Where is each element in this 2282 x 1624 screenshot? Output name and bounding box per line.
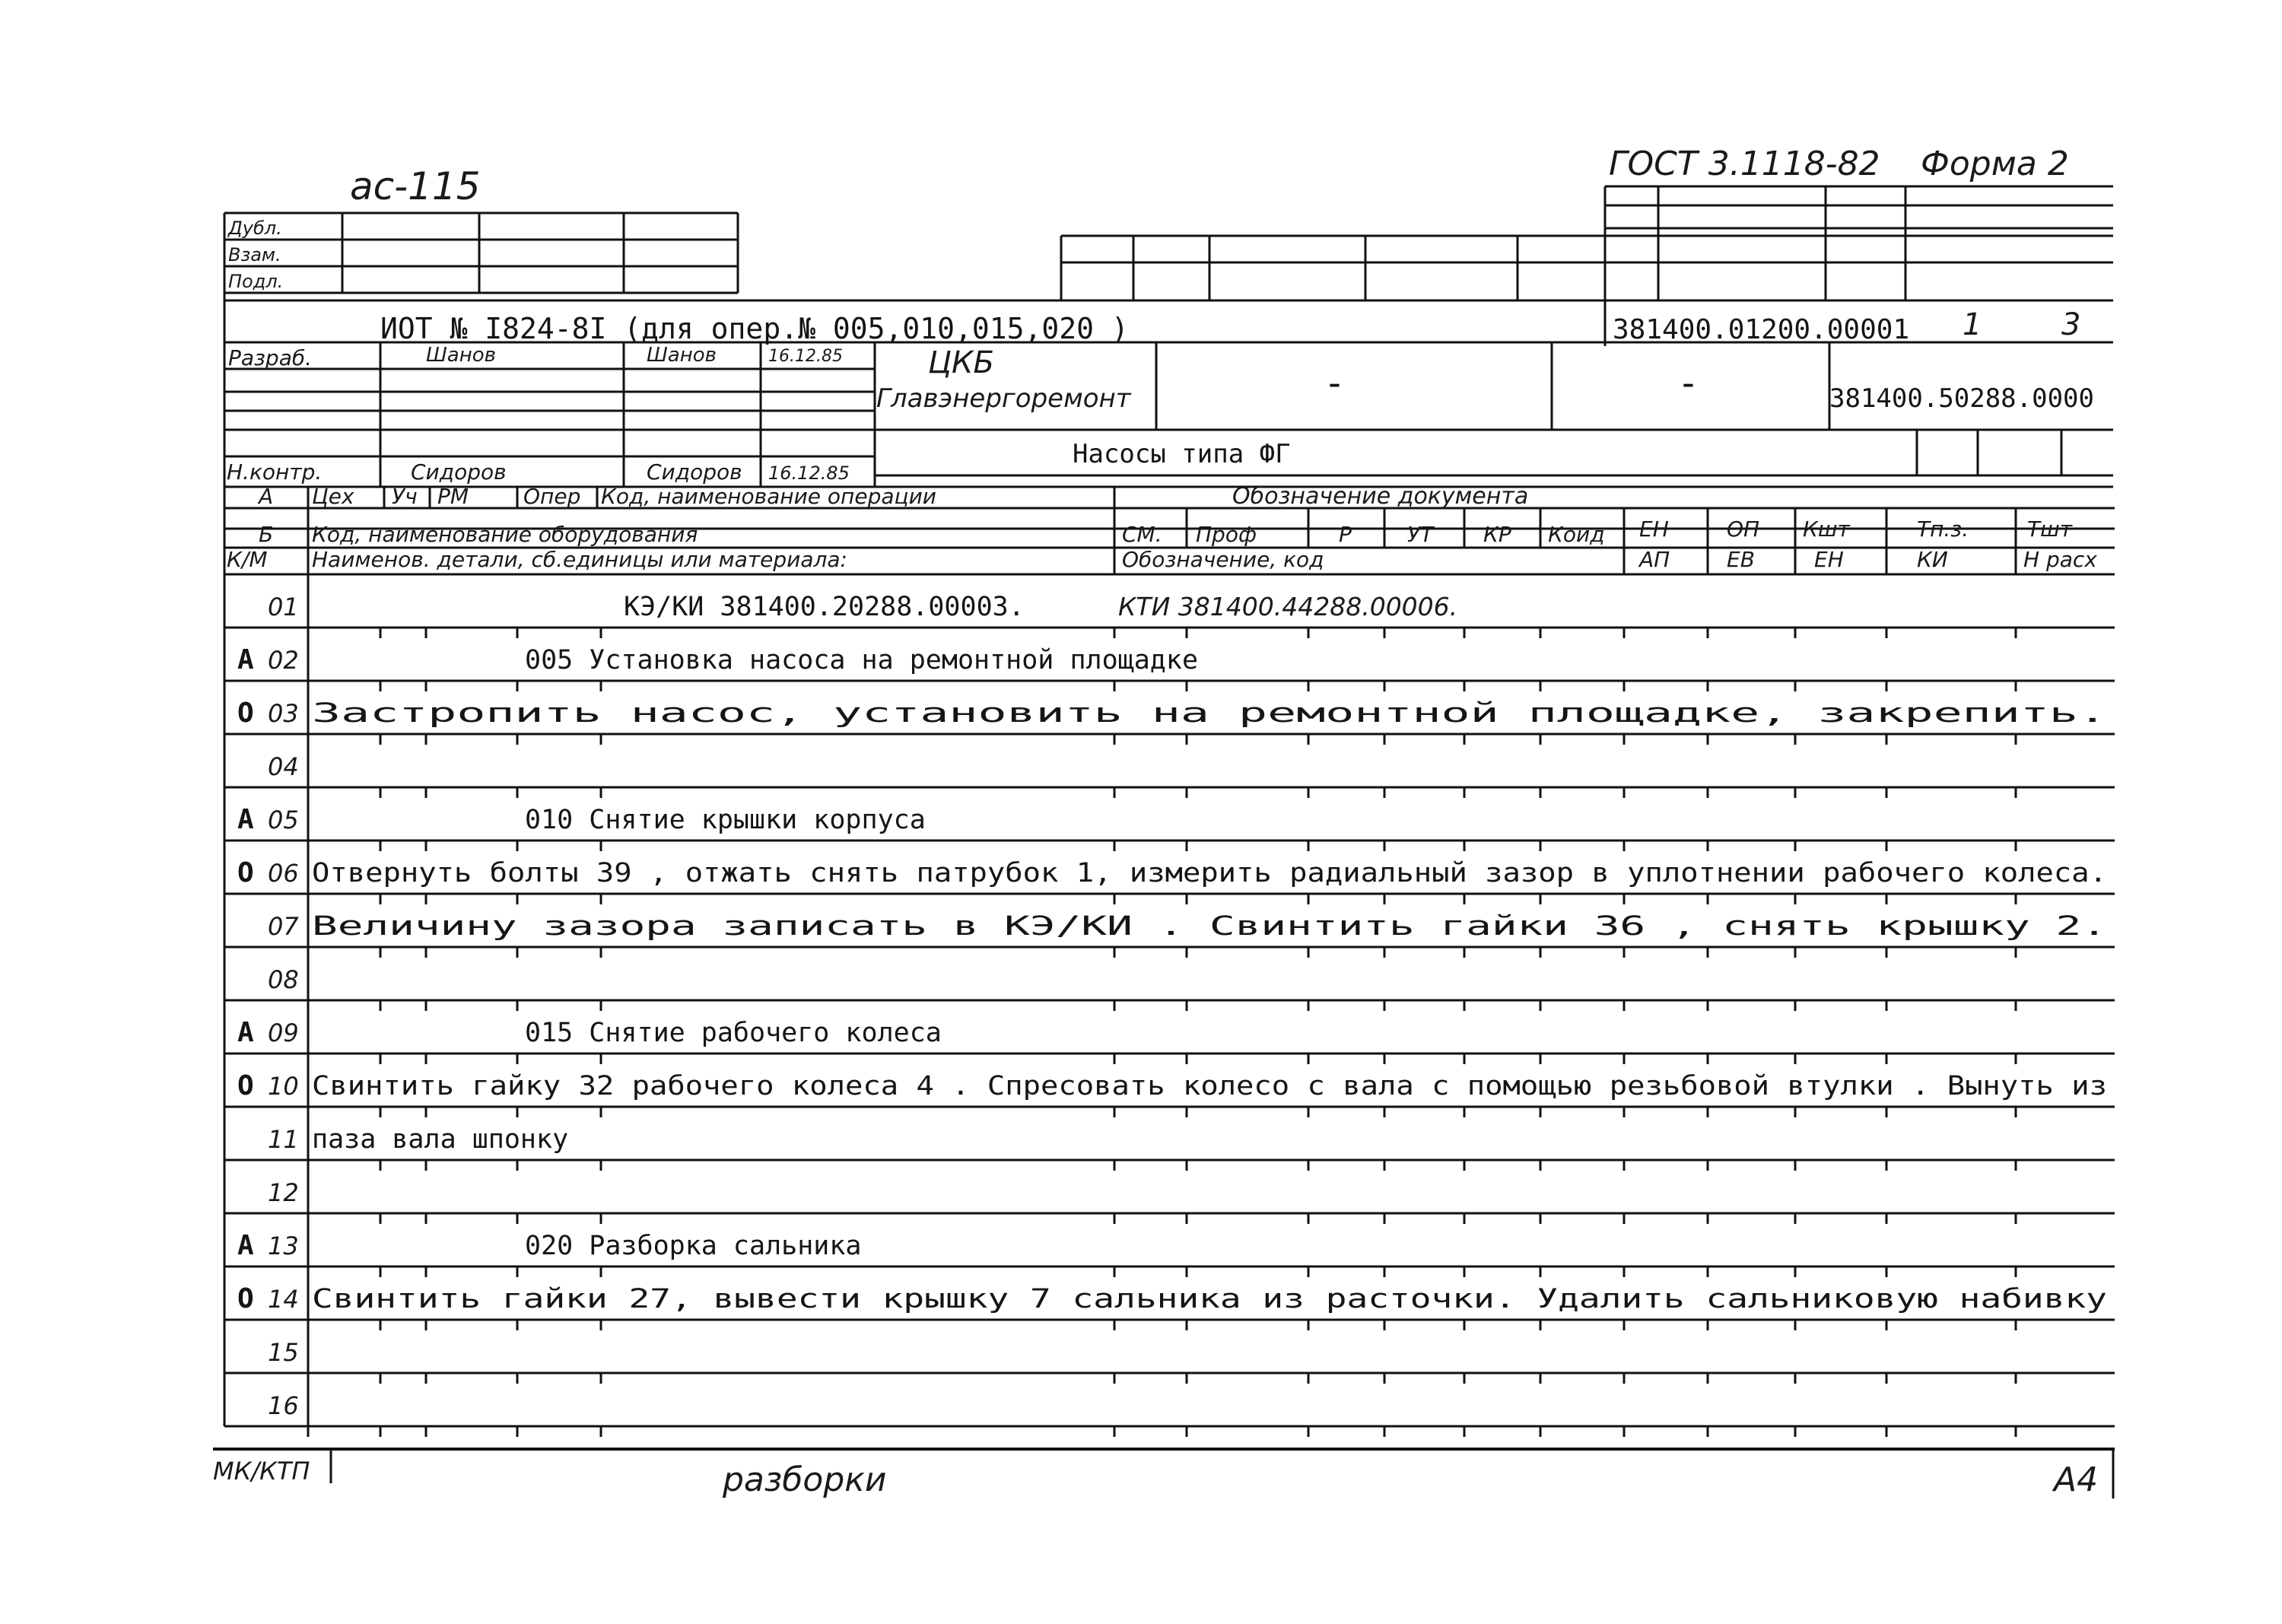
row-text: 010 Снятие крышки корпуса	[525, 805, 926, 835]
row-prefix: О	[237, 1283, 254, 1314]
row-prefix: А	[237, 804, 254, 835]
nkontr-name: Сидоров	[411, 459, 507, 485]
document-number: 381400.01200.00001	[1613, 314, 1910, 345]
row-text: 015 Снятие рабочего колеса	[525, 1018, 942, 1048]
product-name: Насосы типа ФГ	[1073, 439, 1291, 469]
header-col-ki: КИ	[1917, 547, 1948, 572]
header-col-equip: Код, наименование оборудования	[312, 522, 698, 547]
row-handwritten-ref: КТИ 381400.44288.00006.	[1118, 592, 1458, 621]
row-number: 10	[268, 1072, 299, 1101]
org-line-2: Главэнергоремонт	[876, 383, 1131, 414]
row-text: 020 Разборка сальника	[525, 1231, 862, 1261]
row-number: 01	[268, 593, 299, 621]
razrab-name: Шанов	[426, 344, 496, 367]
row-text: Застропить насос, установить на ремонтной площадке, закрепить.	[312, 698, 2107, 729]
row-number: 12	[268, 1178, 299, 1207]
nkontr-date: 16.12.85	[768, 462, 850, 484]
header-col-kr: КР	[1483, 522, 1511, 547]
header-col-doc: Обозначение документа	[1232, 483, 1529, 510]
header-col-oper: Опер	[523, 484, 581, 509]
row-number: 09	[268, 1019, 299, 1047]
header-col-kod-oper: Код, наименование операции	[601, 484, 936, 509]
iot-reference: ИОТ № I824-8I (для опер.№ 005,010,015,020 )	[380, 312, 1129, 345]
header-col-ut: УТ	[1407, 522, 1434, 547]
header-col-koid: Коид	[1548, 522, 1605, 547]
org-line-1: ЦКБ	[928, 345, 994, 380]
row-text: КЭ/КИ 381400.20288.00003.	[624, 592, 1025, 622]
header-col-tsht: Тшт	[2027, 516, 2073, 542]
stamp-grid-mid	[1061, 236, 2113, 300]
row-number: 13	[268, 1232, 299, 1260]
row-number: 03	[268, 699, 299, 728]
header-col-ev: ЕВ	[1727, 547, 1755, 572]
row-prefix: А	[237, 1230, 254, 1261]
gost-standard: ГОСТ 3.1118-82	[1609, 145, 1880, 183]
header-col-r: Р	[1339, 522, 1352, 547]
row-text: Свинтить гайки 27, вывести крышку 7 сальника из расточки. Удалить сальниковую набивку	[312, 1284, 2107, 1314]
row-prefix: О	[237, 1070, 254, 1101]
header-col-part: Наименов. детали, сб.единицы или материала:	[312, 547, 847, 572]
dash-1: -	[1324, 362, 1346, 405]
header-col-rm: РМ	[437, 484, 469, 509]
header-col-nrash: Н расх	[2023, 547, 2097, 572]
sheets-total: 3	[2061, 307, 2081, 342]
stamp-podl: Подл.	[228, 271, 284, 292]
row-text: Свинтить гайку 32 рабочего колеса 4 . Спресовать колесо с вала с помощью резьбовой втулки . Вынуть из	[312, 1071, 2107, 1101]
archive-code: ас-115	[350, 164, 481, 208]
header-col-uch: Уч	[392, 484, 418, 509]
header-col-ksht: Кшт	[1803, 516, 1850, 542]
product-code: 381400.50288.0000	[1829, 383, 2094, 414]
header-prefix-a: А	[259, 484, 274, 509]
nkontr-label: Н.контр.	[227, 459, 323, 485]
footer-form-code: МК/КТП	[213, 1457, 310, 1486]
sheet-number: 1	[1963, 307, 1982, 342]
row-number: 16	[268, 1391, 299, 1420]
header-col-tpz: Тп.з.	[1917, 516, 1969, 542]
row-number: 14	[268, 1285, 299, 1314]
row-prefix: А	[237, 1017, 254, 1048]
stamp-grid-left	[224, 213, 738, 300]
header-col-ap: АП	[1639, 547, 1670, 572]
row-text: Отвернуть болты 39 , отжать снять патрубок 1, измерить радиальный зазор в уплотнении рабочего колеса.	[312, 858, 2107, 888]
row-number: 05	[268, 806, 299, 834]
dash-2: -	[1677, 362, 1699, 405]
header-col-op: ОП	[1727, 516, 1760, 542]
razrab-signature: Шанов	[647, 344, 717, 367]
row-text: Величину зазора записать в КЭ/КИ . Свинтить гайки 36 , снять крышку 2.	[312, 911, 2107, 942]
row-prefix: А	[237, 644, 254, 675]
body-rows	[224, 592, 2115, 1437]
razrab-label: Разраб.	[228, 345, 313, 370]
row-text: 005 Установка насоса на ремонтной площадке	[525, 645, 1199, 675]
row-number: 06	[268, 859, 299, 888]
row-number: 11	[268, 1125, 299, 1154]
row-prefix: О	[237, 698, 254, 729]
header-prefix-b: Б	[259, 522, 274, 547]
header-col-tsekh: Цех	[312, 484, 354, 509]
header-prefix-km: К/М	[227, 547, 268, 572]
row-number: 04	[268, 752, 299, 781]
stamp-dubl: Дубл.	[228, 218, 282, 239]
row-number: 07	[268, 912, 299, 941]
nkontr-signature: Сидоров	[647, 459, 742, 485]
stamp-vzam: Взам.	[228, 244, 281, 265]
row-number: 08	[268, 965, 299, 994]
header-col-sm: СМ.	[1122, 522, 1162, 547]
razrab-date: 16.12.85	[768, 347, 843, 366]
header-col-code: Обозначение, код	[1122, 547, 1324, 572]
row-number: 02	[268, 646, 299, 675]
header-col-en2: ЕН	[1814, 547, 1844, 572]
header-col-prof: Проф	[1196, 522, 1257, 547]
footer-process: разборки	[723, 1460, 887, 1499]
row-prefix: О	[237, 857, 254, 888]
row-number: 15	[268, 1338, 299, 1367]
footer-format: А4	[2054, 1460, 2099, 1499]
header-col-en: ЕН	[1639, 516, 1669, 542]
form-number: Форма 2	[1921, 145, 2069, 183]
row-text: паза вала шпонку	[312, 1124, 569, 1155]
